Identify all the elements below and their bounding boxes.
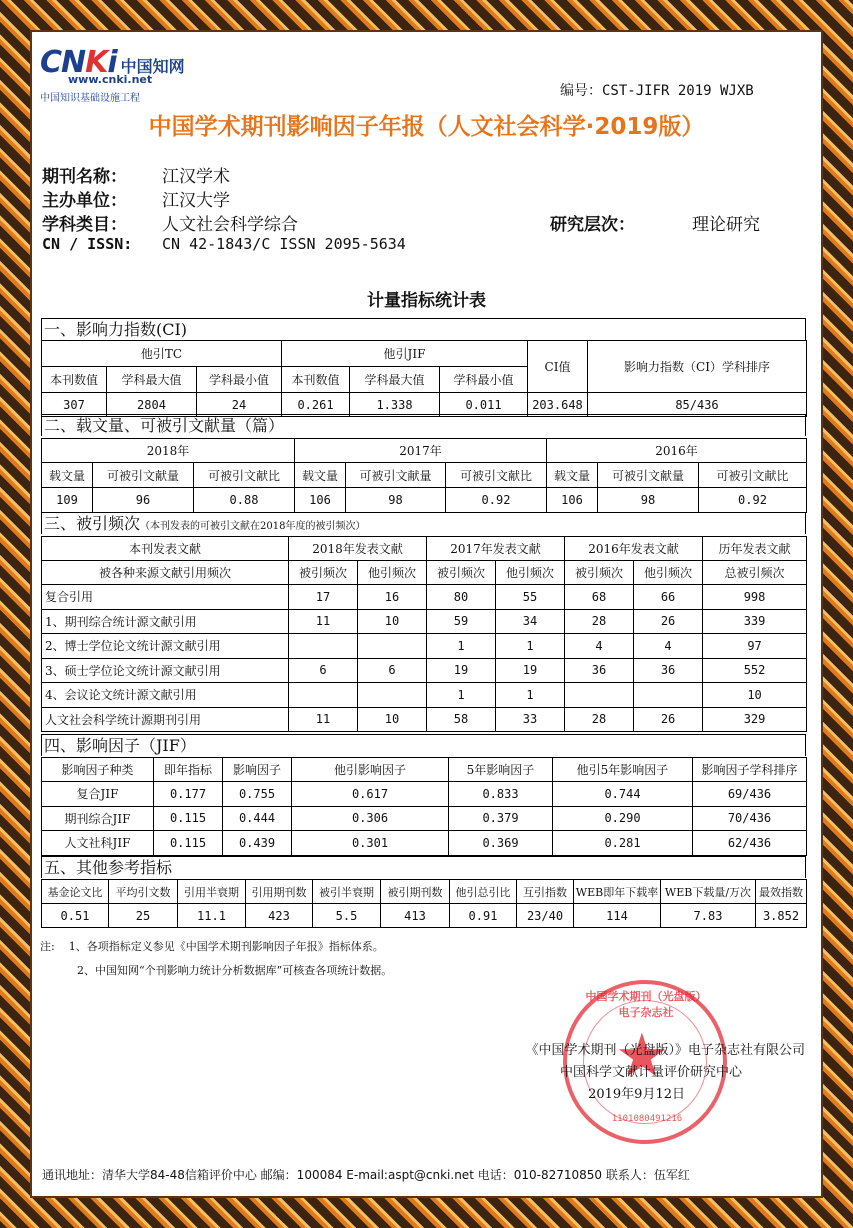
jif-header: 他引JIF (282, 341, 528, 367)
issn-label: CN / ISSN: (42, 235, 133, 253)
section-3-heading: 三、被引频次 (44, 514, 141, 533)
row-label: 人文社科JIF (42, 831, 154, 856)
issn-value: CN 42-1843/C ISSN 2095-5634 (162, 235, 406, 253)
col-header: 学科最小值 (197, 367, 282, 393)
table-cell: 0.439 (223, 831, 292, 856)
table-cell: 2804 (107, 393, 197, 417)
col-header: 影响因子 (223, 758, 292, 782)
jif-body (42, 782, 807, 856)
col-header: 引用期刊数 (246, 880, 313, 904)
table-cell: 413 (381, 904, 450, 928)
citations-table (41, 536, 807, 732)
table-cell: 7.83 (661, 904, 756, 928)
issuer-2: 中国科学文献计量评价研究中心 (559, 1065, 742, 1080)
tc-header: 他引TC (42, 341, 282, 367)
col-header: 被引频次 (427, 561, 496, 585)
table-cell: 98 (598, 488, 699, 513)
table-cell (289, 683, 358, 708)
table-cell: 0.51 (42, 904, 109, 928)
table-title: 计量指标统计表 (367, 291, 486, 311)
table-cell: 1 (496, 683, 565, 708)
col-header: 学科最大值 (107, 367, 197, 393)
section-3-note: （本刊发表的可被引文献在2018年度的被引频次） (140, 521, 366, 532)
col-header: 可被引文献比 (194, 463, 295, 488)
col-header: 他引频次 (358, 561, 427, 585)
table-cell: 0.755 (223, 782, 292, 807)
subject-name: 人文社会科学综合 (162, 215, 298, 235)
table-cell: 24 (197, 393, 282, 417)
col-header: 可被引文献比 (446, 463, 547, 488)
table-cell: 1 (496, 634, 565, 659)
col-header: 平均引文数 (109, 880, 178, 904)
col-header: 学科最小值 (440, 367, 528, 393)
sponsor-name: 江汉大学 (162, 191, 230, 211)
table-cell: 68 (565, 585, 634, 610)
table-cell: 97 (703, 634, 807, 659)
table-cell: 28 (565, 609, 634, 634)
logo-url: www.cnki.net (68, 73, 153, 86)
table-cell: 0.290 (553, 806, 693, 831)
table-cell: 552 (703, 658, 807, 683)
notes (40, 935, 392, 983)
table-cell: 16 (358, 585, 427, 610)
section-1-title: 一、影响力指数(CI) (41, 318, 806, 340)
other-indicators-table (41, 879, 807, 928)
table-cell: 0.281 (553, 831, 693, 856)
row-label: 期刊综合JIF (42, 806, 154, 831)
table-cell: 66 (634, 585, 703, 610)
col-header: 最效指数 (756, 880, 807, 904)
table-cell: 28 (565, 707, 634, 732)
row-label: 4、会议论文统计源文献引用 (42, 683, 289, 708)
table-row (42, 707, 807, 732)
table-cell: 339 (703, 609, 807, 634)
table-row (42, 806, 807, 831)
table-cell: 10 (703, 683, 807, 708)
col-header: 本刊数值 (282, 367, 350, 393)
table-cell: 0.88 (194, 488, 295, 513)
table-cell: 69/436 (693, 782, 807, 807)
table-cell: 17 (289, 585, 358, 610)
table-cell: 114 (574, 904, 661, 928)
col-header: 可被引文献量 (598, 463, 699, 488)
year-header: 2017年 (295, 439, 547, 463)
col-header: 5年影响因子 (449, 758, 553, 782)
table-cell: 4 (565, 634, 634, 659)
table-cell: 5.5 (313, 904, 381, 928)
col-header: 互引指数 (517, 880, 574, 904)
journal-name: 江汉学术 (162, 167, 230, 187)
section-5-title: 五、其他参考指标 (41, 856, 806, 878)
table-cell: 0.261 (282, 393, 350, 417)
table-row (42, 782, 807, 807)
level-label: 研究层次： (550, 215, 635, 235)
table-cell: 55 (496, 585, 565, 610)
table-cell: 26 (634, 609, 703, 634)
col-header: 载文量 (42, 463, 93, 488)
row-label: 1、期刊综合统计源文献引用 (42, 609, 289, 634)
table-cell: 6 (289, 658, 358, 683)
col-header: 他引频次 (634, 561, 703, 585)
level-value: 理论研究 (692, 215, 760, 235)
table-cell: 0.92 (446, 488, 547, 513)
table-cell: 36 (565, 658, 634, 683)
table-cell: 3.852 (756, 904, 807, 928)
table-cell: 4 (634, 634, 703, 659)
col-header: 他引5年影响因子 (553, 758, 693, 782)
table-cell: 0.617 (292, 782, 449, 807)
table-cell: 0.301 (292, 831, 449, 856)
table-cell: 10 (358, 707, 427, 732)
col-header: 引用半衰期 (178, 880, 246, 904)
row-label: 人文社会科学统计源期刊引用 (42, 707, 289, 732)
row-label: 复合JIF (42, 782, 154, 807)
col-header: 他引影响因子 (292, 758, 449, 782)
col-header: 可被引文献比 (699, 463, 807, 488)
table-cell: 1 (427, 634, 496, 659)
subject-label: 学科类目： (42, 215, 127, 235)
table-cell: 34 (496, 609, 565, 634)
table-cell: 1 (427, 683, 496, 708)
table-cell: 0.444 (223, 806, 292, 831)
table-cell: 106 (295, 488, 346, 513)
table-cell: 109 (42, 488, 93, 513)
col-header: 即年指标 (154, 758, 223, 782)
year-header: 历年发表文献 (703, 537, 807, 561)
seal-number: 1101080491216 (611, 1114, 683, 1124)
table-cell: 1.338 (350, 393, 440, 417)
table-cell: 0.011 (440, 393, 528, 417)
col-header: 载文量 (547, 463, 598, 488)
issuer-block (525, 1040, 805, 1106)
row-label: 复合引用 (42, 585, 289, 610)
issue-date: 2019年9月12日 (588, 1087, 685, 1102)
table-cell: 33 (496, 707, 565, 732)
table-row (42, 609, 807, 634)
logo-cn-text: 中国知网 (120, 57, 185, 76)
table-cell: 329 (703, 707, 807, 732)
table-cell: 70/436 (693, 806, 807, 831)
table-cell: 36 (634, 658, 703, 683)
report-code: 编号：CST-JIFR 2019 WJXB (560, 83, 754, 99)
col-header: 他引频次 (496, 561, 565, 585)
logo-subtitle: 中国知识基础设施工程 (40, 93, 140, 104)
issuer-1: 《中国学术期刊（光盘版）》电子杂志社有限公司 (525, 1043, 805, 1058)
col-header: 载文量 (295, 463, 346, 488)
articles-table (41, 438, 807, 513)
table-cell: 0.92 (699, 488, 807, 513)
col-header: 总被引频次 (703, 561, 807, 585)
table-cell: 58 (427, 707, 496, 732)
col-header: 可被引文献量 (93, 463, 194, 488)
report-title: 中国学术期刊影响因子年报（人文社会科学·2019版） (148, 114, 705, 140)
other-indicators-header (42, 880, 807, 904)
note-1 (40, 935, 392, 959)
table-cell (358, 634, 427, 659)
table-cell: 59 (427, 609, 496, 634)
col-header: 学科最大值 (350, 367, 440, 393)
table-cell: 423 (246, 904, 313, 928)
col-header: 被引期刊数 (381, 880, 450, 904)
year-header: 2016年发表文献 (565, 537, 703, 561)
star-icon: ★ (615, 1021, 669, 1091)
col-header: 影响因子种类 (42, 758, 154, 782)
col-header: 本刊数值 (42, 367, 107, 393)
table-cell: 0.744 (553, 782, 693, 807)
table-cell: 85/436 (588, 393, 807, 417)
note-prefix: 注: (40, 940, 55, 953)
table-cell: 19 (496, 658, 565, 683)
table-cell: 25 (109, 904, 178, 928)
section-4-title: 四、影响因子（JIF） (41, 734, 806, 756)
table-cell: 0.115 (154, 831, 223, 856)
table-row (42, 831, 807, 856)
table-cell: 0.379 (449, 806, 553, 831)
year-header: 2018年 (42, 439, 295, 463)
row-label: 3、硕士学位论文统计源文献引用 (42, 658, 289, 683)
table-row (42, 585, 807, 610)
table-cell: 11 (289, 707, 358, 732)
table-cell: 11 (289, 609, 358, 634)
table-cell (289, 634, 358, 659)
col-header: 可被引文献量 (346, 463, 446, 488)
section-3-title (41, 512, 806, 534)
col-header: 被引半衰期 (313, 880, 381, 904)
table-cell: 0.91 (450, 904, 517, 928)
table-row (42, 658, 807, 683)
table-cell: 23/40 (517, 904, 574, 928)
seal-text: 中国学术期刊（光盘版）电子杂志社 (585, 990, 707, 1019)
table-cell (358, 683, 427, 708)
table-row (42, 634, 807, 659)
jif-table (41, 757, 807, 856)
table-cell: 0.369 (449, 831, 553, 856)
table-cell: 0.177 (154, 782, 223, 807)
row-label: 2、博士学位论文统计源文献引用 (42, 634, 289, 659)
section-2-title: 二、载文量、可被引文献量（篇） (41, 414, 806, 436)
year-header: 2016年 (547, 439, 807, 463)
ci-table (41, 340, 807, 417)
note-1-text: 1、各项指标定义参见《中国学术期刊影响因子年报》指标体系。 (68, 940, 384, 953)
cnki-logo (40, 45, 200, 104)
table-cell: 98 (346, 488, 446, 513)
table-cell (565, 683, 634, 708)
table-cell: 203.648 (528, 393, 588, 417)
table-cell: 998 (703, 585, 807, 610)
col-header: WEB即年下载率 (574, 880, 661, 904)
table-cell (634, 683, 703, 708)
note-2: 2、中国知网“个刊影响力统计分析数据库”可核查各项统计数据。 (77, 964, 393, 977)
table-cell: 11.1 (178, 904, 246, 928)
col-header: WEB下载量/万次 (661, 880, 756, 904)
table-cell: 62/436 (693, 831, 807, 856)
col-header: 本刊发表文献 (42, 537, 289, 561)
col-header: 被各种来源文献引用频次 (42, 561, 289, 585)
contact-footer: 通讯地址：清华大学84-48信箱评价中心 邮编：100084 E-mail:aspt@cnki.net 电话：010-82710850 联系人：伍军红 (42, 1168, 690, 1182)
col-header: 他引总引比 (450, 880, 517, 904)
table-cell: 0.115 (154, 806, 223, 831)
journal-label: 期刊名称： (42, 167, 127, 187)
sponsor-label: 主办单位： (42, 191, 127, 211)
table-cell: 307 (42, 393, 107, 417)
table-cell: 80 (427, 585, 496, 610)
other-indicators-values (42, 904, 807, 928)
table-cell: 10 (358, 609, 427, 634)
col-header: 基金论文比 (42, 880, 109, 904)
ci-rank-header: 影响力指数（CI）学科排序 (588, 341, 807, 393)
col-header: 影响因子学科排序 (693, 758, 807, 782)
citations-body (42, 585, 807, 732)
year-header: 2017年发表文献 (427, 537, 565, 561)
table-row (42, 683, 807, 708)
table-cell: 19 (427, 658, 496, 683)
table-cell: 26 (634, 707, 703, 732)
table-cell: 6 (358, 658, 427, 683)
table-cell: 106 (547, 488, 598, 513)
table-cell: 0.833 (449, 782, 553, 807)
col-header: 被引频次 (289, 561, 358, 585)
logo-mark: CNKi (40, 45, 117, 80)
table-cell: 0.306 (292, 806, 449, 831)
ci-header: CI值 (528, 341, 588, 393)
col-header: 被引频次 (565, 561, 634, 585)
table-cell: 96 (93, 488, 194, 513)
year-header: 2018年发表文献 (289, 537, 427, 561)
